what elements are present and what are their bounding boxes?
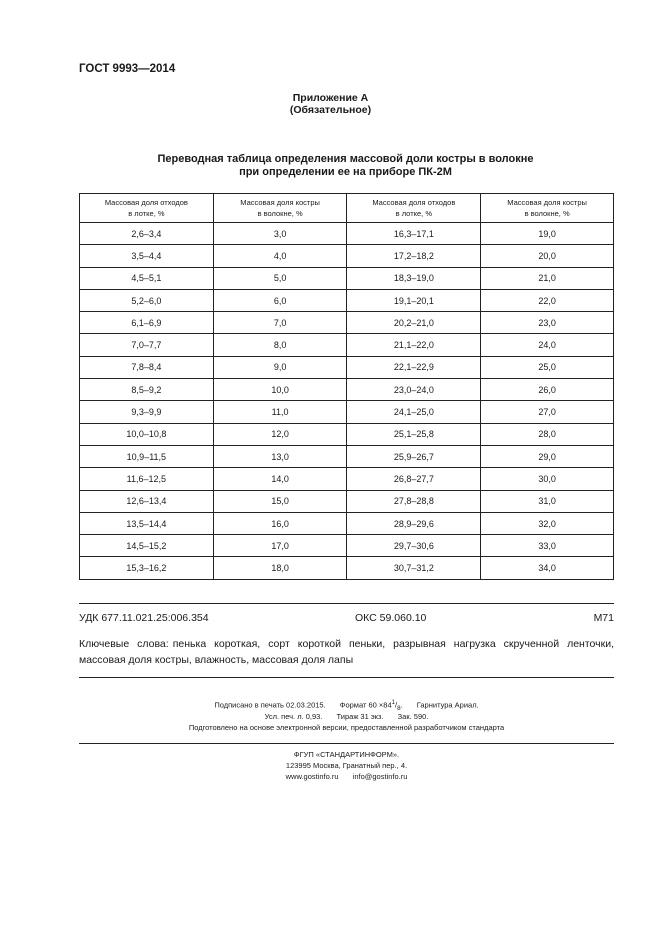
table-row: [80, 356, 614, 378]
table-cell: 29,0: [481, 445, 614, 467]
table-cell: 3,5–4,4: [80, 245, 214, 267]
table-cell: 29,7–30,6: [347, 535, 481, 557]
table-cell: 27,8–28,8: [347, 490, 481, 512]
table-cell: 18,0: [213, 557, 347, 579]
table-row: [80, 223, 614, 245]
table-cell: 22,1–22,9: [347, 356, 481, 378]
publisher-website: www.gostinfo.ru: [285, 772, 339, 781]
table-cell: 26,0: [481, 379, 614, 401]
table-title-line-2: при определении ее на приборе ПК-2М: [239, 166, 452, 178]
table-cell: 31,0: [481, 490, 614, 512]
table-cell: 11,0: [213, 401, 347, 423]
table-row: [80, 334, 614, 356]
keywords-text: пенька короткая, сорт короткой пеньки, разрывная нагрузка скрученной ленточки, массовая доля костры, влажность, массовая доля лапы: [79, 638, 614, 666]
table-cell: 10,0–10,8: [80, 423, 214, 445]
table-cell: 3,0: [213, 223, 347, 245]
table-row: [80, 312, 614, 334]
table-cell: 22,0: [481, 289, 614, 311]
table-row: [80, 490, 614, 512]
table-cell: 33,0: [481, 535, 614, 557]
table-row: [80, 468, 614, 490]
table-cell: 28,0: [481, 423, 614, 445]
table-cell: 26,8–27,7: [347, 468, 481, 490]
table-cell: 7,0: [213, 312, 347, 334]
table-cell: 8,0: [213, 334, 347, 356]
publisher-contacts: [79, 772, 614, 781]
table-cell: 10,9–11,5: [80, 445, 214, 467]
table-cell: 2,6–3,4: [80, 223, 214, 245]
table-cell: 6,0: [213, 289, 347, 311]
table-cell: 16,3–17,1: [347, 223, 481, 245]
table-row: [80, 245, 614, 267]
table-cell: 5,2–6,0: [80, 289, 214, 311]
column-header-waste-share: Массовая доля отходов в лотке, %: [80, 194, 214, 223]
imprint-prepared-note: Подготовлено на основе электронной версии, предоставленной разработчиком стандарта: [188, 723, 505, 732]
divider: [79, 677, 614, 678]
imprint-line-2: Усл. печ. л. 0,93. Тираж 31 экз. Зак. 590.: [264, 712, 429, 721]
table-cell: 23,0–24,0: [347, 379, 481, 401]
table-cell: 21,1–22,0: [347, 334, 481, 356]
table-row: [80, 445, 614, 467]
table-cell: 25,9–26,7: [347, 445, 481, 467]
table-cell: 9,0: [213, 356, 347, 378]
table-row: [80, 289, 614, 311]
table-cell: 12,6–13,4: [80, 490, 214, 512]
publisher-email: info@gostinfo.ru: [352, 772, 408, 781]
oks-code: ОКС 59.060.10: [355, 612, 427, 624]
table-cell: 7,0–7,7: [80, 334, 214, 356]
table-cell: 21,0: [481, 267, 614, 289]
table-cell: 17,2–18,2: [347, 245, 481, 267]
table-row: [80, 423, 614, 445]
group-code: М71: [593, 612, 614, 624]
table-cell: 4,0: [213, 245, 347, 267]
table-cell: 18,3–19,0: [347, 267, 481, 289]
table-cell: 28,9–29,6: [347, 512, 481, 534]
table-cell: 14,0: [213, 468, 347, 490]
table-cell: 19,1–20,1: [347, 289, 481, 311]
table-cell: 13,0: [213, 445, 347, 467]
table-cell: 10,0: [213, 379, 347, 401]
imprint-line-1: Подписано в печать 02.03.2015. Формат $60 \times 84^1/_8$. Гарнитура Ариал.: [214, 700, 479, 712]
table-row: [80, 557, 614, 579]
publisher-name: ФГУП «СТАНДАРТИНФОРМ».: [293, 750, 400, 759]
table-row: [80, 379, 614, 401]
table-row: [80, 535, 614, 557]
table-cell: 17,0: [213, 535, 347, 557]
publisher-address: 123995 Москва, Гранатный пер., 4.: [285, 761, 408, 770]
table-cell: 15,3–16,2: [80, 557, 214, 579]
table-cell: 7,8–8,4: [80, 356, 214, 378]
table-cell: 34,0: [481, 557, 614, 579]
document-code: ГОСТ 9993—2014: [79, 63, 176, 75]
table-cell: 24,0: [481, 334, 614, 356]
table-cell: 8,5–9,2: [80, 379, 214, 401]
table-cell: 13,5–14,4: [80, 512, 214, 534]
divider: [79, 743, 614, 744]
table-cell: 30,7–31,2: [347, 557, 481, 579]
table-row: [80, 401, 614, 423]
column-header-shive-share: Массовая доля костры в волокне, %: [481, 194, 614, 223]
table-cell: 20,2–21,0: [347, 312, 481, 334]
table-cell: 25,1–25,8: [347, 423, 481, 445]
appendix-title: Приложение А: [292, 92, 369, 104]
table-header-row: [80, 194, 614, 223]
table-cell: 19,0: [481, 223, 614, 245]
table-title-line-1: Переводная таблица определения массовой доли костры в волокне: [157, 153, 534, 165]
table-cell: 14,5–15,2: [80, 535, 214, 557]
table-cell: 12,0: [213, 423, 347, 445]
table-cell: 9,3–9,9: [80, 401, 214, 423]
table-cell: 6,1–6,9: [80, 312, 214, 334]
table-cell: 30,0: [481, 468, 614, 490]
table-cell: 16,0: [213, 512, 347, 534]
conversion-table: [79, 193, 614, 580]
column-header-waste-share: Массовая доля отходов в лотке, %: [347, 194, 481, 223]
divider: [79, 603, 614, 604]
table-cell: 32,0: [481, 512, 614, 534]
table-row: [80, 267, 614, 289]
table-row: [80, 512, 614, 534]
column-header-shive-share: Массовая доля костры в волокне, %: [213, 194, 347, 223]
table-cell: 5,0: [213, 267, 347, 289]
table-cell: 4,5–5,1: [80, 267, 214, 289]
udk-code: УДК 677.11.021.25:006.354: [79, 612, 209, 624]
appendix-status: (Обязательное): [289, 104, 372, 116]
table-cell: 25,0: [481, 356, 614, 378]
keywords: [79, 636, 614, 668]
table-cell: 24,1–25,0: [347, 401, 481, 423]
table-cell: 15,0: [213, 490, 347, 512]
keywords-label: Ключевые слова:: [79, 638, 169, 650]
table-cell: 20,0: [481, 245, 614, 267]
table-cell: 11,6–12,5: [80, 468, 214, 490]
table-cell: 27,0: [481, 401, 614, 423]
table-cell: 23,0: [481, 312, 614, 334]
